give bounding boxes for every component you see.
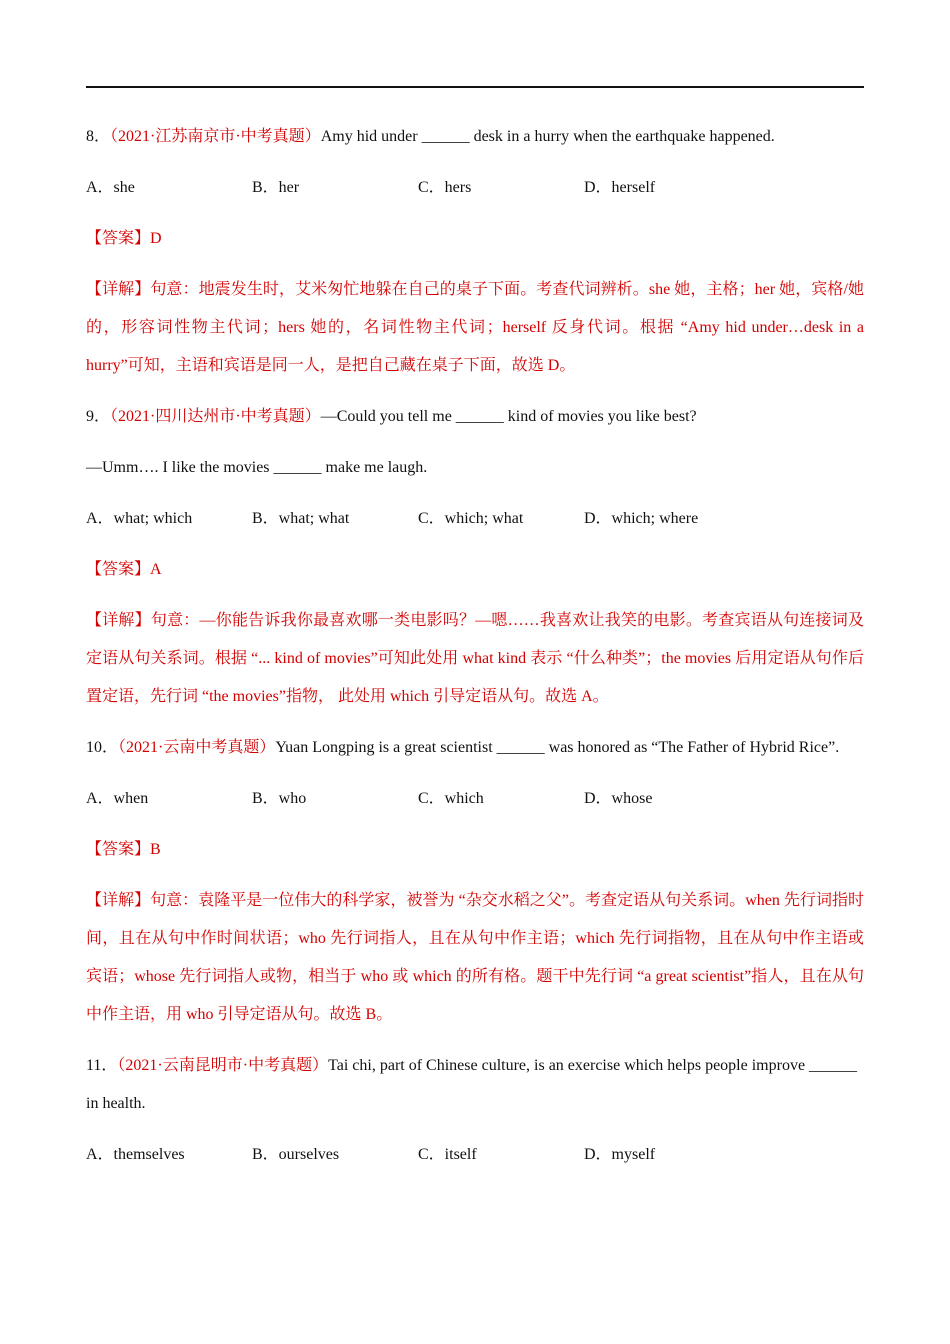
question-stem [86,398,864,436]
option-b: B．her [252,179,300,196]
question-stem [86,729,864,767]
option-c: C．which; what [418,510,524,527]
header-rule [86,86,864,88]
options-row [86,500,864,538]
question-stem [86,1047,864,1123]
answer: 【答案】B [86,841,161,858]
options-row [86,1136,864,1174]
explanation: 【详解】句意：袁隆平是一位伟大的科学家，被誉为 “杂交水稻之父”。考查定语从句关系词。when 先行词指时间，且在从句中作时间状语；who 先行词指人，且在从句中作主语；which 先行词指物，且在从句中作主语或宾语；whose 先行词指人或物，相当于 who 或 which 的所有格。题干中先行词 “a great scientist”指人，且在从句中作主语，用 who 引导定语从句。故选 B。 [86,892,864,1023]
question-text: Tai chi, part of Chinese culture, is an exercise which helps people improve ______ in health. [86,1057,858,1112]
option-b: B．who [252,790,307,807]
question-number: 8． [86,128,111,145]
question-11 [86,1047,864,1174]
option-a: A．what; which [86,510,193,527]
question-source: （2021·云南中考真题） [118,739,276,756]
explanation: 【详解】句意：地震发生时，艾米匆忙地躲在自己的桌子下面。考查代词辨析。she 她，主格；her 她，宾格/她的，形容词性物主代词；hers 她的，名词性物主代词；herself 反身代词。根据 “Amy hid under…desk in a hurry”可知，主语和宾语是同一人，是把自己藏在桌子下面，故选 D。 [86,281,864,374]
option-a: A．when [86,790,149,807]
option-c: C．which [418,790,484,807]
option-d: D．herself [584,179,656,196]
option-d: D．myself [584,1146,656,1163]
option-a: A．themselves [86,1146,185,1163]
question-source: （2021·江苏南京市·中考真题） [110,128,321,145]
answer: 【答案】D [86,230,162,247]
option-b: B．what; what [252,510,350,527]
question-text: Amy hid under ______ desk in a hurry when the earthquake happened. [320,128,775,145]
question-list [86,118,864,1174]
option-d: D．whose [584,790,653,807]
option-c: C．hers [418,179,472,196]
question-text-line-2: —Umm…. I like the movies ______ make me laugh. [86,459,428,476]
options-row [86,169,864,207]
option-d: D．which; where [584,510,699,527]
question-text: Yuan Longping is a great scientist ______ was honored as “The Father of Hybrid Rice”. [275,739,840,756]
option-a: A．she [86,179,135,196]
option-b: B．ourselves [252,1146,340,1163]
question-number: 10． [86,739,119,756]
question-9 [86,398,864,716]
explanation: 【详解】句意：—你能告诉我你最喜欢哪一类电影吗？—嗯……我喜欢让我笑的电影。考查宾语从句连接词及定语从句关系词。根据 “... kind of movies”可知此处用 what kind 表示 “什么种类”；the movies 后用定语从句作后置定语，先行词 “the movies”指物， 此处用 which 引导定语从句。故选 A。 [86,612,864,705]
question-number: 9． [86,408,111,425]
question-source: （2021·云南昆明市·中考真题） [117,1057,329,1074]
question-10 [86,729,864,1034]
options-row [86,780,864,818]
question-8 [86,118,864,385]
question-source: （2021·四川达州市·中考真题） [110,408,321,425]
question-text: —Could you tell me ______ kind of movies you like best? [320,408,697,425]
question-number: 11． [86,1057,118,1074]
question-stem [86,118,864,156]
answer: 【答案】A [86,561,162,578]
option-c: C．itself [418,1146,477,1163]
